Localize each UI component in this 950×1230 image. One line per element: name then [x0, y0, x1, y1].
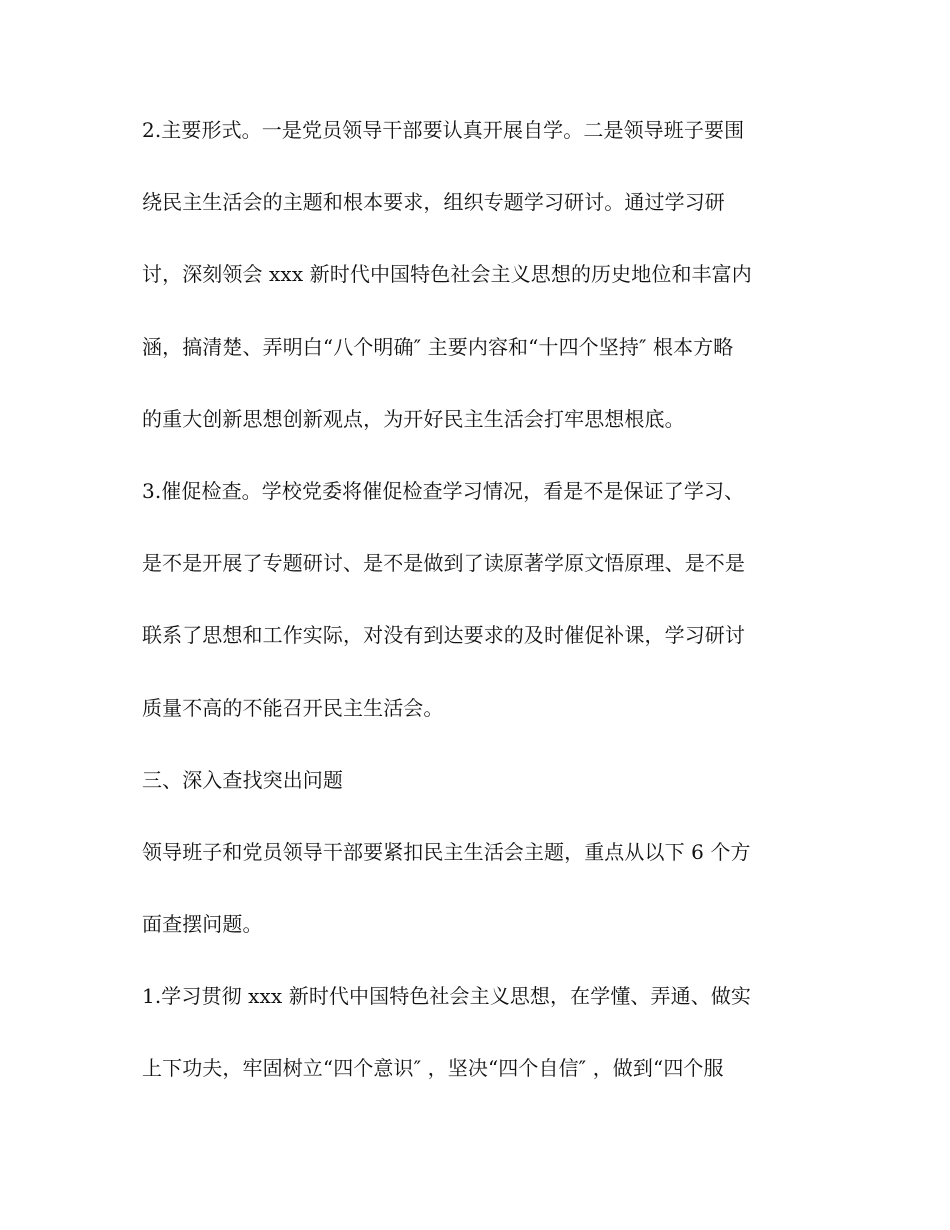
paragraph-line: 讨，深刻领会 xxx 新时代中国特色社会主义思想的历史地位和丰富内	[142, 262, 752, 287]
paragraph-line: 联系了思想和工作实际，对没有到达要求的及时催促补课，学习研讨	[142, 623, 745, 648]
document-page	[142, 118, 802, 1129]
paragraph-line: 上下功夫，牢固树立“四个意识″ ，坚决“四个自信″ ，做到“四个服	[142, 1056, 724, 1081]
paragraph-line: 领导班子和党员领导干部要紧扣民主生活会主题，重点从以下 6 个方	[142, 839, 751, 864]
paragraph-line: 是不是开展了专题研讨、是不是做到了读原著学原文悟原理、是不是	[142, 551, 745, 576]
section-heading: 三、深入查找突出问题	[142, 767, 343, 792]
paragraph-line: 的重大创新思想创新观点，为开好民主生活会打牢思想根底。	[142, 406, 685, 431]
paragraph-line: 3.催促检查。学校党委将催促检查学习情况，看是不是保证了学习、	[142, 478, 745, 503]
paragraph-line: 1.学习贯彻 xxx 新时代中国特色社会主义思想，在学懂、弄通、做实	[142, 984, 752, 1009]
paragraph-line: 质量不高的不能召开民主生活会。	[142, 695, 444, 720]
paragraph-line: 绕民主生活会的主题和根本要求，组织专题学习研讨。通过学习研	[142, 190, 725, 215]
paragraph-line: 2.主要形式。一是党员领导干部要认真开展自学。二是领导班子要围	[142, 118, 745, 142]
paragraph-line: 面查摆问题。	[142, 912, 263, 937]
paragraph-line: 涵，搞清楚、弄明白“八个明确″ 主要内容和“十四个坚持″ 根本方略	[142, 334, 734, 359]
